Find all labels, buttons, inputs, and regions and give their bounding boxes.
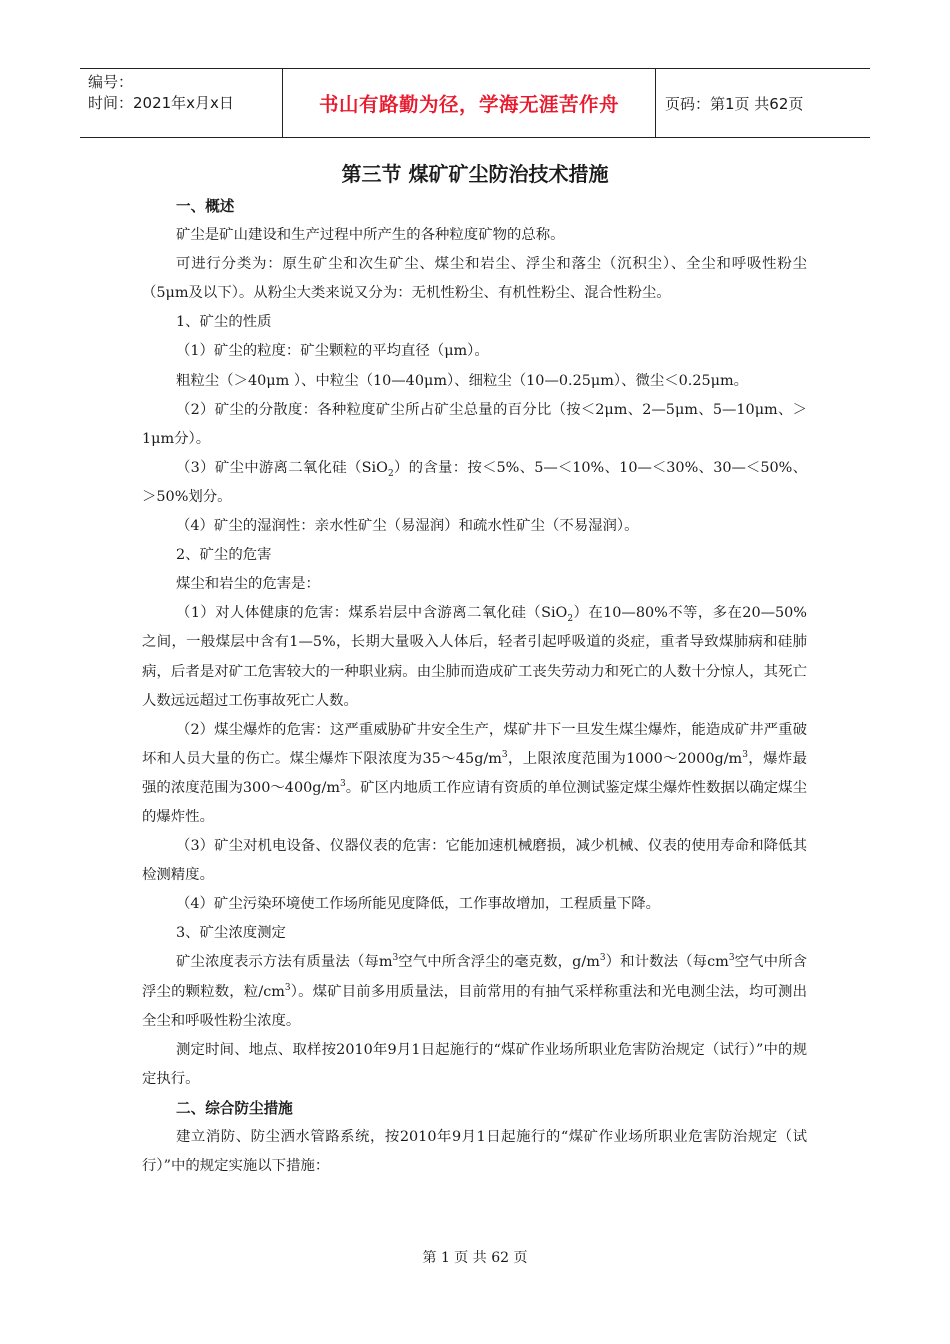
text-run: ）在10—80%不等，多在20—50%之间，一般煤层中含有1—5%，长期大量吸入人体后，轻者引起呼吸道的炎症，重者导致煤肺病和硅肺病，后者是对矿工危害较大的一种职业病。由尘肺而造成矿工丧失劳动力和死亡的人数十分惊人，其死亡人数远远超过工伤事故死亡人数。 <box>142 605 807 709</box>
paragraph <box>142 599 807 715</box>
text-run: 空气中所含浮尘的颗粒数，粒/cm <box>142 954 807 1000</box>
superscript: 3 <box>742 749 748 760</box>
page-info: 页码：第1页 共62页 <box>665 94 804 113</box>
superscript: 3 <box>501 749 508 760</box>
page-title: 第三节 煤矿矿尘防治技术措施 <box>341 162 609 186</box>
header-page-cell <box>656 69 870 137</box>
paragraph: 煤尘和岩尘的危害是： <box>176 576 320 593</box>
paragraph: 粗粒尘（＞40μm ）、中粒尘（10—40μm）、细粒尘（10—0.25μm）、微尘＜0.25μm。 <box>176 372 749 389</box>
text-run: （1）对人体健康的危害：煤系岩层中含游离二氧化硅（SiO <box>176 605 568 622</box>
superscript: 3 <box>392 953 399 964</box>
page-footer: 第 1 页 共 62 页 <box>422 1250 528 1266</box>
paragraph: 测定时间、地点、取样按2010年9月1日起施行的“煤矿作业场所职业危害防治规定（试行）”中的规定执行。 <box>142 1041 807 1087</box>
document-header <box>80 68 870 138</box>
paragraph <box>142 454 807 512</box>
document-body <box>142 192 807 1181</box>
text-run: ，爆炸最强的浓度范围为300～400g/m <box>142 750 807 796</box>
header-meta-cell <box>80 69 283 137</box>
paragraph: （4）矿尘的湿润性：亲水性矿尘（易湿润）和疏水性矿尘（不易湿润）。 <box>176 518 639 535</box>
subheading-measurement: 3、矿尘浓度测定 <box>176 925 286 942</box>
paragraph <box>142 716 807 832</box>
paragraph: 矿尘是矿山建设和生产过程中所产生的各种粒度矿物的总称。 <box>176 227 565 244</box>
section-heading-overview: 一、概述 <box>176 198 235 215</box>
paragraph: （4）矿尘污染环境使工作场所能见度降低，工作事故增加，工程质量下降。 <box>176 896 661 913</box>
number-label: 编号： <box>88 73 134 91</box>
text-run: 矿尘浓度表示方法有质量法（每m <box>176 954 393 971</box>
paragraph: （1）矿尘的粒度：矿尘颗粒的平均直径（μm）。 <box>176 343 489 360</box>
subscript: 2 <box>387 468 394 479</box>
superscript: 3 <box>339 779 346 790</box>
text-run: （2）煤尘爆炸的危害：这严重威胁矿井安全生产，煤矿井下一旦发生煤尘爆炸，能造成矿井严重破坏和人员大量的伤亡。煤尘爆炸下限浓度为35～45g/m <box>142 721 807 767</box>
text-run: ，上限浓度范围为1000～2000g/m <box>507 750 743 767</box>
motto-text: 书山有路勤为径，学海无涯苦作舟 <box>318 93 619 116</box>
paragraph: （3）矿尘对机电设备、仪器仪表的危害：它能加速机械磨损，减少机械、仪表的使用寿命和降低其检测精度。 <box>142 838 807 884</box>
subheading-hazards: 2、矿尘的危害 <box>176 547 272 564</box>
text-run: 空气中所含浮尘的毫克数，g/m <box>398 954 600 971</box>
date-line: 时间：2021年x月x日 <box>88 94 234 112</box>
text-run: （3）矿尘中游离二氧化硅（SiO <box>176 459 388 476</box>
paragraph: （2）矿尘的分散度：各种粒度矿尘所占矿尘总量的百分比（按＜2μm、2—5μm、5—10μm、＞1μm分）。 <box>142 401 807 447</box>
paragraph: 建立消防、防尘洒水管路系统，按2010年9月1日起施行的“煤矿作业场所职业危害防治规定（试行）”中的规定实施以下措施： <box>142 1129 807 1175</box>
superscript: 3 <box>599 953 606 964</box>
section-heading-measures: 二、综合防尘措施 <box>176 1099 293 1117</box>
text-run: ）和计数法（每cm <box>605 954 729 971</box>
superscript: 3 <box>284 982 291 993</box>
paragraph: 可进行分类为：原生矿尘和次生矿尘、煤尘和岩尘、浮尘和落尘（沉积尘）、全尘和呼吸性粉尘（5μm及以下）。从粉尘大类来说又分为：无机性粉尘、有机性粉尘、混合性粉尘。 <box>142 256 807 302</box>
subheading-properties: 1、矿尘的性质 <box>176 314 272 331</box>
header-motto-cell <box>283 69 656 137</box>
subscript: 2 <box>567 614 574 625</box>
paragraph <box>142 948 807 1035</box>
text-run: ）的含量：按＜5%、5—＜10%、10—＜30%、30—＜50%、＞50%划分。 <box>142 459 807 505</box>
text-run: ）。煤矿目前多用质量法，目前常用的有抽气采样称重法和光电测尘法，均可测出全尘和呼吸性粉尘浓度。 <box>142 983 807 1029</box>
superscript: 3 <box>728 953 735 964</box>
text-run: 。矿区内地质工作应请有资质的单位测试鉴定煤尘爆炸性数据以确定煤尘的爆炸性。 <box>142 779 807 825</box>
